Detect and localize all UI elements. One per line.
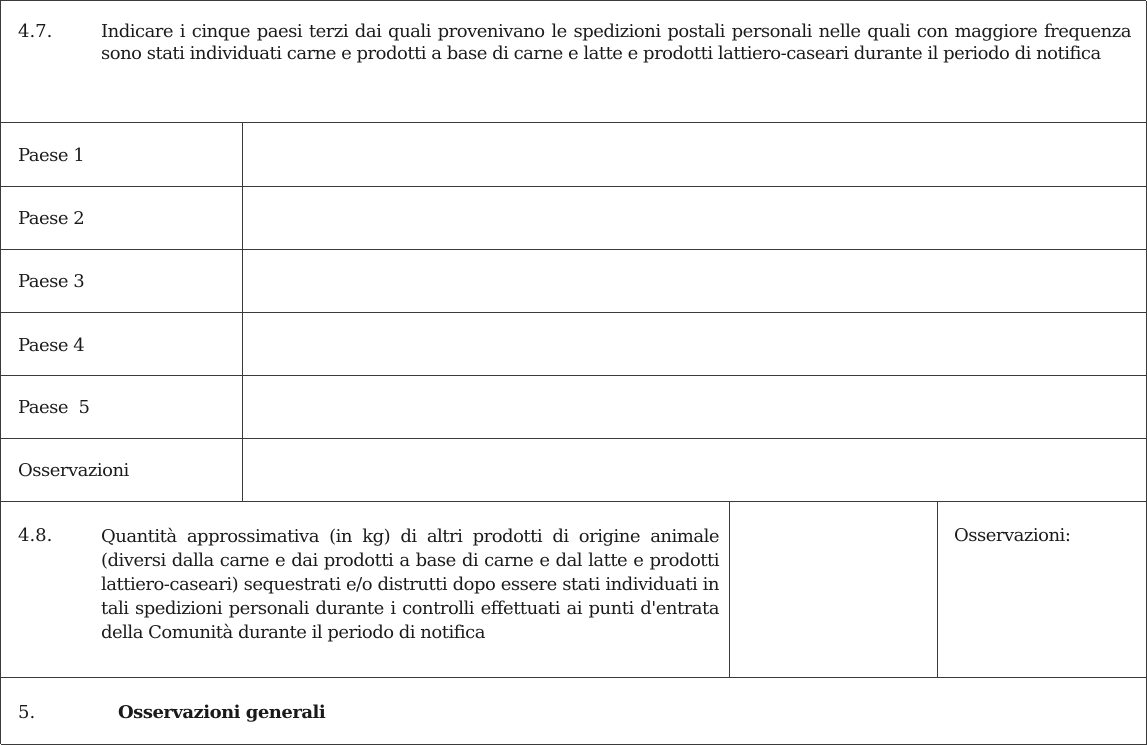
section-5-row xyxy=(1,678,1147,745)
row-value-cell[interactable] xyxy=(243,376,1147,439)
row-value-cell[interactable] xyxy=(243,313,1147,376)
row-value-cell[interactable] xyxy=(243,123,1147,187)
row-label: Osservazioni xyxy=(18,460,129,481)
row-label-cell xyxy=(1,250,243,313)
row-label: Paese 2 xyxy=(18,208,85,229)
row-label: Paese 4 xyxy=(18,335,85,356)
row-value-cell[interactable] xyxy=(243,250,1147,313)
section-4-8-question-cell xyxy=(1,502,730,678)
section-4-8-number: 4.8. xyxy=(18,525,53,546)
row-label: Paese 1 xyxy=(18,145,85,166)
row-label-cell xyxy=(1,187,243,250)
section-4-8-remarks-cell[interactable] xyxy=(938,502,1147,678)
row-label-cell xyxy=(1,376,243,439)
section-4-8-remarks-label: Osservazioni: xyxy=(954,525,1071,546)
section-4-8-quantity-cell[interactable] xyxy=(730,502,938,678)
row-label: Paese 3 xyxy=(18,271,85,292)
section-4-7-number: 4.7. xyxy=(18,21,53,42)
row-label: Paese 5 xyxy=(18,397,90,418)
section-5-title: Osservazioni generali xyxy=(118,702,326,723)
row-value-cell[interactable] xyxy=(243,187,1147,250)
section-5-number: 5. xyxy=(18,702,36,723)
row-label-cell xyxy=(1,123,243,187)
section-4-7-text: Indicare i cinque paesi terzi dai quali provenivano le spedizioni postali personali nelle quali con maggiore frequenza sono stati individuati carne e prodotti a base di carne e latte e prodotti lattiero-caseari durante il periodo di notifica xyxy=(101,21,1131,64)
row-value-cell[interactable] xyxy=(243,439,1147,502)
row-label-cell xyxy=(1,313,243,376)
row-label-cell xyxy=(1,439,243,502)
section-4-7-header xyxy=(1,1,1147,123)
section-4-8-text: Quantità approssimativa (in kg) di altri prodotti di origine animale (diversi dalla carne e dai prodotti a base di carne e dal latte e prodotti lattiero-caseari) sequestrati e/o distrutti dopo essere stati individuati in tali spedizioni personali durante i controlli effettuati ai punti d'entrata della Comunità durante il periodo di notifica xyxy=(101,526,719,643)
